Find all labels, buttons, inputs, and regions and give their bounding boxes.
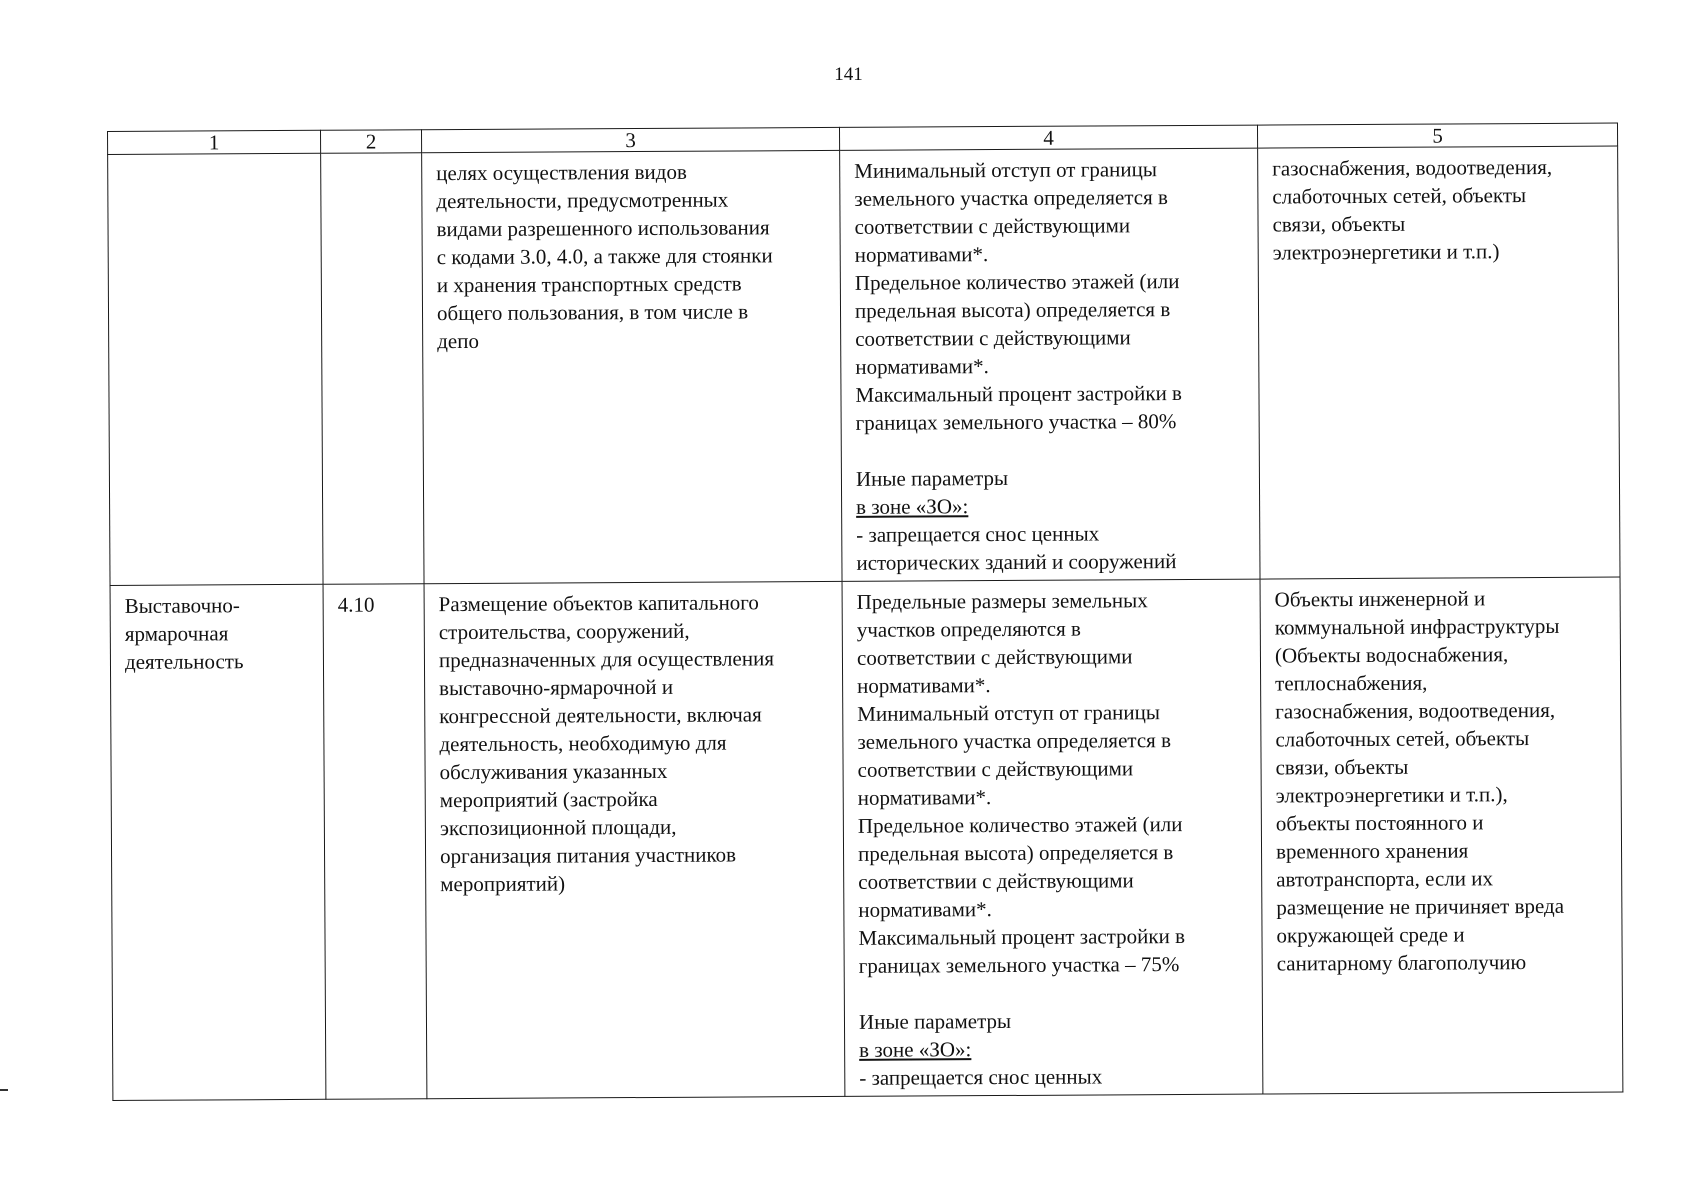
text-line: целях осуществления видов [436, 159, 687, 186]
text-line: Размещение объектов капитального [438, 590, 759, 617]
use-code: 4.10 [337, 592, 375, 617]
text-line: Объекты инженерной и [1274, 586, 1486, 612]
cell-use-name [108, 153, 323, 585]
text-line: автотранспорта, если их [1276, 866, 1494, 892]
cell-auxiliary-uses [1260, 577, 1623, 1094]
cell-parameters [840, 148, 1260, 581]
text-line: видами разрешенного использования [436, 215, 770, 242]
text-line: деятельность [124, 649, 244, 674]
text-line: границах земельного участка – 75% [858, 952, 1180, 978]
paragraph-gap [859, 978, 1250, 1008]
text-line: Минимальный отступ от границы [854, 157, 1158, 183]
text-line: связи, объекты [1275, 754, 1409, 780]
text-line: деятельности, предусмотренных [436, 187, 729, 214]
other-parameters-title: Иные параметры [855, 465, 1009, 491]
text-line: нормативами*. [855, 354, 989, 379]
header-col-2: 2 [320, 130, 421, 154]
text-line: Предельное количество этажей (или [854, 269, 1180, 295]
table-row [108, 146, 1620, 585]
text-line: строительства, сооружений, [438, 618, 690, 645]
text-line: слаботочных сетей, объекты [1275, 726, 1530, 752]
text-line: Минимальный отступ от границы [857, 700, 1161, 726]
text-line: участков определяются в [856, 616, 1081, 642]
text-line: земельного участка определяется в [854, 185, 1168, 211]
header-col-3: 3 [421, 127, 839, 152]
cell-auxiliary-uses [1258, 146, 1620, 579]
text-line: мероприятий) [440, 871, 566, 897]
header-col-4: 4 [839, 125, 1257, 150]
zone-label: в зоне «ЗО»: [859, 1037, 972, 1062]
zoning-table [107, 123, 1623, 1101]
text-line: экспозиционной площади, [439, 814, 677, 841]
cell-use-name [110, 584, 326, 1100]
text-line: предельная высота) определяется в [854, 297, 1171, 323]
cell-parameters [842, 579, 1263, 1096]
text-line: (Объекты водоснабжения, [1274, 642, 1509, 668]
header-col-1: 1 [108, 130, 321, 154]
text-line: Максимальный процент застройки в [858, 923, 1186, 950]
text-line: и хранения транспортных средств [436, 271, 742, 298]
text-line: предельная высота) определяется в [857, 840, 1174, 866]
text-line: соответствии с действующими [855, 325, 1131, 351]
text-line: санитарному благополучию [1276, 950, 1527, 976]
text-line: - запрещается снос ценных [859, 1064, 1103, 1090]
text-line: конгрессной деятельности, включая [439, 702, 762, 729]
text-line: газоснабжения, водоотведения, [1272, 154, 1553, 181]
paragraph-gap [856, 435, 1247, 465]
text-line: с кодами 3.0, 4.0, а также для стоянки [436, 243, 773, 270]
text-line: соответствии с действующими [857, 756, 1134, 782]
cell-description [424, 581, 845, 1098]
text-line: нормативами*. [858, 897, 992, 922]
text-line: газоснабжения, водоотведения, [1275, 697, 1556, 724]
cell-use-code [323, 584, 427, 1100]
zone-label: в зоне «ЗО»: [856, 494, 969, 519]
other-parameters-title: Иные параметры [858, 1008, 1012, 1034]
text-line: ярмарочная [124, 621, 229, 646]
text-line: Максимальный процент застройки в [855, 381, 1183, 407]
text-line: окружающей среде и [1276, 922, 1465, 948]
text-line: мероприятий (застройка [439, 786, 658, 813]
text-line: земельного участка определяется в [857, 728, 1172, 754]
text-line: организация питания участников [439, 842, 737, 869]
text-line: соответствии с действующими [854, 213, 1131, 239]
text-line: объекты постоянного и [1275, 810, 1484, 836]
text-line: Предельные размеры земельных [856, 588, 1148, 614]
text-line: нормативами*. [857, 673, 991, 698]
text-line: электроэнергетики и т.п.), [1275, 782, 1508, 808]
text-line: границах земельного участка – 80% [855, 409, 1177, 435]
text-line: временного хранения [1275, 838, 1469, 864]
text-line: слаботочных сетей, объекты [1272, 183, 1527, 209]
text-line: деятельность, необходимую для [439, 730, 727, 757]
table-row [110, 577, 1623, 1100]
text-line: - запрещается снос ценных [856, 521, 1100, 547]
scan-edge-mark [0, 1089, 8, 1091]
cell-use-code [321, 153, 424, 585]
text-line: выставочно-ярмарочной и [439, 674, 674, 701]
text-line: предназначенных для осуществления [438, 646, 775, 673]
text-line: Выставочно- [124, 593, 240, 618]
text-line: Предельное количество этажей (или [857, 812, 1183, 838]
text-line: электроэнергетики и т.п.) [1272, 239, 1500, 265]
text-line: нормативами*. [857, 785, 992, 810]
text-line: коммунальной инфраструктуры [1274, 613, 1560, 640]
cell-description [422, 150, 842, 583]
page-number: 141 [834, 64, 863, 85]
text-line: теплоснабжения, [1275, 670, 1428, 696]
text-line: размещение не причиняет вреда [1276, 893, 1565, 920]
text-line: общего пользования, в том числе в [436, 299, 749, 326]
text-line: депо [437, 328, 479, 354]
text-line: нормативами*. [854, 242, 989, 267]
header-col-5: 5 [1257, 123, 1617, 148]
text-line: соответствии с действующими [856, 644, 1133, 670]
text-line: соответствии с действующими [858, 868, 1134, 894]
text-line: обслуживания указанных [439, 758, 668, 785]
text-line: исторических зданий и сооружений [856, 549, 1177, 575]
text-line: связи, объекты [1272, 211, 1406, 237]
